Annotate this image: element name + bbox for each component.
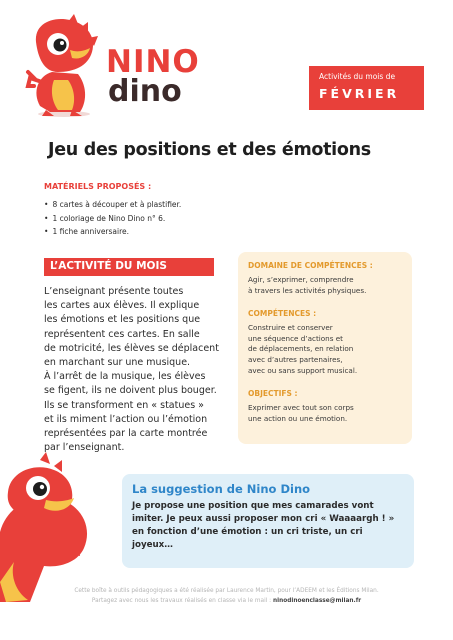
footer xyxy=(20,586,433,606)
footer-share-text: Partagez avec nous les travaux réalisés en classe via le mail : xyxy=(91,598,272,604)
domain-heading: DOMAINE DE COMPÉTENCES : xyxy=(248,261,373,270)
suggestion-line: imiter. Je peux aussi proposer mon cri « Waaaargh ! » xyxy=(132,514,395,524)
activity-description xyxy=(44,285,239,455)
suggestion-panel xyxy=(122,474,414,568)
materials-item-coloring: • 1 coloriage de Nino Dino n° 6. xyxy=(44,212,181,226)
activity-line: de motricité, les élèves se déplacent xyxy=(44,342,219,354)
suggestion-line: joyeux… xyxy=(132,540,173,550)
domain-text xyxy=(248,275,402,296)
domain-line: Agir, s’exprimer, comprendre xyxy=(248,275,354,284)
activity-heading: L’ACTIVITÉ DU MOIS xyxy=(44,258,214,276)
page-title: Jeu des positions et des émotions xyxy=(48,140,371,160)
competences-line: de déplacements, en relation xyxy=(248,344,354,354)
activity-line: les cartes aux élèves. Il explique xyxy=(44,300,200,312)
competences-heading: COMPÉTENCES : xyxy=(248,309,317,319)
activity-line: par l’enseignant. xyxy=(44,442,125,454)
footer-share-line xyxy=(20,596,433,606)
dinosaur-mascot-peeking-icon xyxy=(0,452,120,602)
activity-line: À l’arrêt de la musique, les élèves xyxy=(44,371,206,383)
activity-line: les émotions et les positions que xyxy=(44,314,201,326)
suggestion-line: Je propose une position que mes camarades vont xyxy=(132,501,374,511)
activity-line: L’enseignant présente toutes xyxy=(44,286,184,297)
materials-list xyxy=(44,198,181,239)
logo-dino-text: dino xyxy=(108,74,182,109)
nino-dino-logo xyxy=(106,44,206,114)
competences-line: Construire et conserver xyxy=(248,323,333,333)
suggestion-line: en fonction d’une émotion : un cri triste, un cri xyxy=(132,527,363,537)
objectives-text xyxy=(248,403,402,424)
footer-credits: Cette boîte à outils pédagogiques a été réalisée par Laurence Martin, pour l’ADEEM et les Éditions Milan. xyxy=(74,588,379,594)
materials-item-birthday-sheet: • 1 fiche anniversaire. xyxy=(44,225,181,239)
month-banner-month: FÉVRIER xyxy=(319,86,400,101)
activity-line: représentent ces cartes. En salle xyxy=(44,328,200,340)
materials-item-cards: • 8 cartes à découper et à plastifier. xyxy=(44,198,181,212)
objectives-line: une action ou une émotion. xyxy=(248,413,348,423)
competences-line: une séquence d’actions et xyxy=(248,333,343,343)
activity-line: Ils se transforment en « statues » xyxy=(44,399,204,411)
month-banner-subtitle: Activités du mois de xyxy=(319,72,396,81)
footer-email-link[interactable]: ninodinoenclasse@milan.fr xyxy=(272,598,362,604)
objectives-line: Exprimer avec tout son corps xyxy=(248,403,354,413)
domain-line: à travers les activités physiques. xyxy=(248,285,367,295)
activity-line: en marchant sur une musique. xyxy=(44,357,191,369)
dinosaur-mascot-icon xyxy=(22,14,106,118)
materials-heading: MATÉRIELS PROPOSÉS : xyxy=(44,182,152,191)
objectives-heading: OBJECTIFS : xyxy=(248,389,298,399)
logo-nino-text: NINO xyxy=(106,44,200,80)
competences-line: avec d’autres partenaires, xyxy=(248,354,343,364)
competences-panel xyxy=(238,252,412,444)
suggestion-heading: La suggestion de Nino Dino xyxy=(132,482,311,496)
activity-line: et ils miment l’action ou l’émotion xyxy=(44,413,208,425)
activity-line: se figent, ils ne doivent plus bouger. xyxy=(44,385,217,397)
suggestion-text xyxy=(132,500,404,552)
month-banner xyxy=(309,66,424,110)
competences-text xyxy=(248,323,402,376)
competences-line: avec ou sans support musical. xyxy=(248,365,358,375)
activity-line: représentées par la carte montrée xyxy=(44,428,208,440)
